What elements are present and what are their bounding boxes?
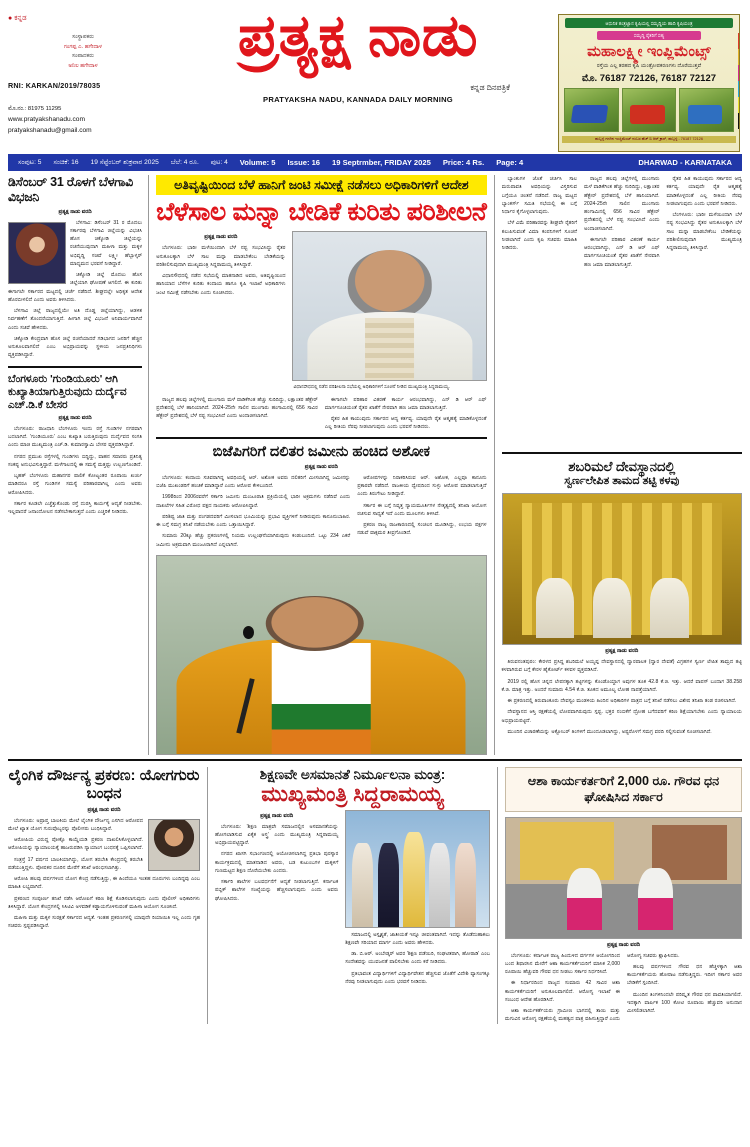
ad-product-rotavator-image — [622, 88, 677, 132]
article-bengaluru-potholes[interactable] — [8, 373, 142, 517]
asha-body — [505, 952, 742, 1024]
lead-para-5: ರೈತರ ಹಿತ ಕಾಯುವುದು ಸರ್ಕಾರದ ಆದ್ಯ ಕರ್ತವ್ಯ. ಯಾವುದೇ ರೈತ ಆತ್ಮಹತ್ಯೆ ಮಾಡಿಕೊಳ್ಳದಂತೆ ಎಲ್ಲ ರೀತಿಯ ನೆರವು ನೀಡಲಾಗುವುದು ಎಂದು ಭರವಸೆ ನೀಡಿದರು. — [324, 416, 487, 431]
contact-email[interactable]: pratyakshanadu@gmail.com — [8, 127, 92, 135]
potholes-para-4: ಸರ್ಕಾರ ಕೂಡಲೇ ಎಚ್ಚೆತ್ತುಕೊಂಡು ರಸ್ತೆ ದುರಸ್ತಿ ಕಾರ್ಯಕ್ಕೆ ಆದ್ಯತೆ ನೀಡಬೇಕು. ಇಲ್ಲವಾದರೆ ಜನಾಂದೋಲನ ನಡೆಸಬೇಕಾಗುತ್ತದೆ ಎಂದು ಎಚ್ಚರಿಕೆ ನೀಡಿದರು. — [8, 500, 143, 516]
belagavi-para-2: ಚಿಕ್ಕೋಡಿ ಜಿಲ್ಲೆ ಮೊದಲು ಹೊಸ ಜಿಲ್ಲೆಯಾಗಿ ಘೋಷಣೆ ಆಗಲಿದೆ. ಈ ಕುರಿತು ಈಗಾಗಲೇ ಸರ್ಕಾರದ ಮಟ್ಟದಲ್ಲಿ ಚರ್ಚೆ ನಡೆದಿದೆ. ಶೀಘ್ರದಲ್ಲೇ ಅಧಿಕೃತ ಆದೇಶ ಹೊರಬೀಳಲಿದೆ ಎಂದು ಅವರು ತಿಳಿಸಿದರು. — [8, 272, 143, 303]
masthead-advertisement[interactable] — [558, 14, 740, 152]
lead-para-4-cont: ಈಗಾಗಲೇ ಪರಿಹಾರ ವಿತರಣೆ ಕಾರ್ಯ ಆರಂಭವಾಗಿದ್ದು, ಎನ್ ಡಿ ಆರ್ ಎಫ್ ಮಾರ್ಗಸೂಚಿಯಂತೆ ರೈತರ ಖಾತೆಗೆ ನೇರವಾಗಿ ಹಣ ಜಮಾ ಮಾಡಲಾಗುತ್ತಿದೆ. — [584, 236, 660, 268]
ad-product-images — [559, 84, 739, 132]
datebar-pages: Page: 4 — [496, 158, 524, 167]
bottom-content-grid — [8, 767, 742, 1024]
datebar-kn-price: ಬೆಲೆ: 4 ರೂ. — [170, 158, 199, 166]
founder-label-2: ಸಂಪಾದಕರು — [72, 53, 94, 60]
education-text — [215, 810, 338, 990]
newspaper-logo: ಪ್ರತ್ಯಕ್ಷ ನಾಡು — [237, 3, 479, 68]
belagavi-byline: ಪ್ರತ್ಯಕ್ಷ ನಾಡು ವರದಿ — [58, 208, 92, 215]
bottom-left-column[interactable] — [8, 767, 208, 1024]
lead-para-3-cont: ರಾಜ್ಯದ ಹಲವು ಜಿಲ್ಲೆಗಳಲ್ಲಿ ಮುಂಗಾರು ಮಳೆ ವಾಡಿಕೆಗಿಂತ ಹೆಚ್ಚು ಸುರಿದಿದ್ದು, ಲಕ್ಷಾಂತರ ಹೆಕ್ಟೇರ್ ಪ್ರದೇಶದಲ್ಲಿ ಬೆಳೆ ಹಾನಿಯಾಗಿದೆ. 2024-25ನೇ ಸಾಲಿನ ಮುಂಗಾರು ಹಂಗಾಮಿನಲ್ಲಿ 656 ಸಾವಿರ ಹೆಕ್ಟೇರ್ ಪ್ರದೇಶದಲ್ಲಿ ಬೆಳೆ ನಷ್ಟ ಸಂಭವಿಸಿದೆ ಎಂದು ಅಂದಾಜಿಸಲಾಗಿದೆ. — [584, 176, 660, 232]
ashoka-headline: ಬಿಜೆಪಿಗರಿಗೆ ದಲಿತರ ಜಮೀನು ಹಂಚಿದ ಅಶೋಕ — [212, 443, 431, 460]
education-para-3: ಸರ್ಕಾರಿ ಶಾಲೆಗಳ ಬಲವರ್ಧನೆಗೆ ಆದ್ಯತೆ ನೀಡಲಾಗುತ್ತಿದೆ. ಕರ್ನಾಟಕ ಪಬ್ಲಿಕ್ ಶಾಲೆಗಳ ಸಂಖ್ಯೆಯನ್ನು ಹೆಚ್ಚಿಸಲಾಗುವುದು ಎಂದು ಅವರು ಘೋಷಿಸಿದರು. — [215, 879, 339, 902]
date-info-bar — [8, 154, 742, 171]
bottom-center-column[interactable] — [208, 767, 497, 1024]
bottom-section-divider — [8, 759, 742, 761]
ashoka-byline: ಪ್ರತ್ಯಕ್ಷ ನಾಡು ವರದಿ — [304, 463, 338, 470]
masthead-founders — [8, 33, 158, 71]
sabarimala-para-1: ತಿರುವನಂತಪುರಂ: ಕೇರಳದ ಪ್ರಸಿದ್ಧ ಶಬರಿಮಲೆ ಅಯ್ಯಪ್ಪ ದೇವಸ್ಥಾನದಲ್ಲಿ ದ್ವಾರಪಾಲಕ (ದ್ವಾರ ದೇವತೆ) ವಿಗ್ರಹಗಳ ಸ್ವರ್ಣ ಲೇಪಿತ ತಾಮ್ರದ ತಟ್ಟಿ ಕಳವಾಗಿರುವ ಬಗ್ಗೆ ಕೇರಳ ಹೈಕೋರ್ಟ್ ಕಳವಳ ವ್ಯಕ್ತಪಡಿಸಿದೆ. — [501, 659, 742, 674]
ad-product-plough-image — [564, 88, 619, 132]
founder-name-1: ಗಂಗಪ್ಪ ಎ. ಹಗೇದಾಳ — [63, 43, 103, 50]
contact-phone: ಮೊ.ನಂ.: 81975 11295 — [8, 105, 62, 112]
article-ashoka-land[interactable] — [156, 444, 486, 755]
lead-para-3: ರಾಜ್ಯದ ಹಲವು ಜಿಲ್ಲೆಗಳಲ್ಲಿ ಮುಂಗಾರು ಮಳೆ ವಾಡಿಕೆಗಿಂತ ಹೆಚ್ಚು ಸುರಿದಿದ್ದು, ಲಕ್ಷಾಂತರ ಹೆಕ್ಟೇರ್ ಪ್ರದೇಶದಲ್ಲಿ ಬೆಳೆ ಹಾನಿಯಾಗಿದೆ. 2024-25ನೇ ಸಾಲಿನ ಮುಂಗಾರು ಹಂಗಾಮಿನಲ್ಲಿ 656 ಸಾವಿರ ಹೆಕ್ಟೇರ್ ಪ್ರದೇಶದಲ್ಲಿ ಬೆಳೆ ನಷ್ಟ ಸಂಭವಿಸಿದೆ ಎಂದು ಅಂದಾಜಿಸಲಾಗಿದೆ. — [156, 396, 318, 420]
main-content-grid — [8, 175, 742, 755]
yoga-guru-photo — [148, 819, 200, 871]
datebar-kn-volume: ಸಂಪುಟ: 5 — [18, 158, 42, 166]
datebar-place: DHARWAD - KARNATAKA — [638, 158, 732, 167]
sabarimala-para-4: ದೇವಸ್ಥಾನದ ಆಸ್ತಿ ರಕ್ಷಣೆಯಲ್ಲಿ ಲೋಪವಾಗಿರುವುದು ಸ್ಪಷ್ಟ. ಭಕ್ತರ ನಂಬಿಕೆಗೆ ದ್ರೋಹ ಬಗೆದವರಿಗೆ ಕಠಿಣ ಶಿಕ್ಷೆಯಾಗಬೇಕು ಎಂದು ನ್ಯಾಯಾಲಯ ಅಭಿಪ್ರಾಯಪಟ್ಟಿದೆ. — [501, 709, 742, 724]
founder-name-2: ಅನಿಲ ಹಗೇದಾಳ — [68, 62, 98, 69]
datebar-volume: Volume: 5 — [239, 158, 276, 167]
article-sabarimala[interactable] — [502, 459, 742, 736]
ashoka-text — [156, 474, 350, 552]
left-column-divider — [8, 366, 142, 368]
ashoka-para-6: ಸರ್ಕಾರ ಈ ಬಗ್ಗೆ ನಿವೃತ್ತ ನ್ಯಾಯಮೂರ್ತಿಗಳ ನೇತೃತ್ವದಲ್ಲಿ ತನಿಖಾ ಆಯೋಗ ರಚಿಸುವ ಸಾಧ್ಯತೆ ಇದೆ ಎಂದು ಮೂಲಗಳು ತಿಳಿಸಿವೆ. — [357, 502, 487, 517]
right-column — [494, 175, 742, 755]
ashoka-side-text — [357, 474, 486, 552]
lead-para-4: ಈಗಾಗಲೇ ಪರಿಹಾರ ವಿತರಣೆ ಕಾರ್ಯ ಆರಂಭವಾಗಿದ್ದು, ಎನ್ ಡಿ ಆರ್ ಎಫ್ ಮಾರ್ಗಸೂಚಿಯಂತೆ ರೈತರ ಖಾತೆಗೆ ನೇರವಾಗಿ ಹಣ ಜಮಾ ಮಾಡಲಾಗುತ್ತಿದೆ. — [324, 396, 487, 411]
asha-headline: ಆಶಾ ಕಾರ್ಯಕರ್ತರಿಗೆ 2,000 ರೂ. ಗೌರವ ಧನ ಘೋಷಿಸಿದ ಸರ್ಕಾರ — [527, 773, 720, 805]
ashoka-block — [156, 474, 486, 552]
ashoka-para-3: ಪರಿಶಿಷ್ಟ ಜಾತಿ ಮತ್ತು ಪಂಗಡದವರಿಗೆ ಮೀಸಲಾದ ಭೂಮಿಯನ್ನು ಪ್ರಭಾವಿ ವ್ಯಕ್ತಿಗಳಿಗೆ ನೀಡಿರುವುದು ಕಾನೂನುಬಾಹಿರ. ಈ ಬಗ್ಗೆ ಸಮಗ್ರ ತನಿಖೆ ನಡೆಯಬೇಕು ಎಂದು ಒತ್ತಾಯಿಸಿದ್ದಾರೆ. — [156, 513, 351, 529]
ad-line-2: ಸಮೃದ್ಧಿ ರೈತರಿಗೆ ಸಹ್ಯ — [597, 31, 701, 40]
belagavi-para-1: ಬೆಳಗಾವಿ: ಡಿಸೆಂಬರ್ 31 ರ ಮೊದಲು ಸರ್ಕಾರವು ಬೆಳಗಾವಿ ಜಿಲ್ಲೆಯನ್ನು ವಿಭಜಿಸಿ ಹೊಸ ಚಿಕ್ಕೋಡಿ ಜಿಲ್ಲೆಯನ್ನು ರಚನೆಯುವುದಾಗಿ ಮಹಿಳಾ ಮತ್ತು ಮಕ್ಕಳ ಅಭಿವೃದ್ಧಿ ಸಚಿವೆ ಲಕ್ಷ್ಮೀ ಹೆಬ್ಬಾಳ್ಕರ್ ಮಾಧ್ಯಮದ ಭರವಸೆ ನೀಡಿದ್ದಾರೆ. — [70, 219, 143, 267]
potholes-body — [8, 425, 142, 517]
belagavi-para-3: ಬೆಳಗಾವಿ ಜಿಲ್ಲೆ ರಾಜ್ಯದಲ್ಲಿಯೇ ಅತಿ ದೊಡ್ಡ ಜಿಲ್ಲೆಯಾಗಿದ್ದು, ಆಡಳಿತ ನಿರ್ವಹಣೆಗೆ ತೊಂದರೆಯಾಗುತ್ತಿದೆ. ಹೀಗಾಗಿ ಜಿಲ್ಲೆ ವಿಭಜನೆ ಅನಿವಾರ್ಯವಾಗಿದೆ ಎಂದು ಸಚಿವೆ ಹೇಳಿದರು. — [8, 308, 143, 331]
ashoka-para-4: ಸುಮಾರು 20ಕ್ಕೂ ಹೆಚ್ಚು ಪ್ರಕರಣಗಳಲ್ಲಿ ನಿಯಮ ಉಲ್ಲಂಘನೆಯಾಗಿರುವುದು ಕಂಡುಬಂದಿದೆ. ಒಟ್ಟು 234 ಎಕರೆ ಜಮೀನು ಅಕ್ರಮವಾಗಿ ಮಂಜೂರಾಗಿದೆ ಎನ್ನಲಾಗಿದೆ. — [156, 533, 351, 548]
yoga-guru-headline: ಲೈಂಗಿಕ ದೌರ್ಜನ್ಯ ಪ್ರಕರಣ: ಯೋಗಗುರು ಬಂಧನ — [8, 766, 200, 803]
lead-para-7: ಬೆಳೆ ವಿಮೆ ಪರಿಹಾರವನ್ನು ಶೀಘ್ರವೇ ರೈತರಿಗೆ ತಲುಪಿಸುವಂತೆ ವಿಮಾ ಕಂಪನಿಗಳಿಗೆ ಸೂಚನೆ ನೀಡಲಾಗಿದೆ ಎಂದು ಕೃಷಿ ಸಚಿವರು ಮಾಹಿತಿ ನೀಡಿದರು. — [501, 220, 578, 251]
asha-headline-box — [505, 767, 742, 812]
asha-workers-photo — [505, 817, 742, 939]
contact-website[interactable]: www.pratyakshanadu.com — [8, 115, 85, 123]
masthead-bullet: ● ಕನ್ನಡ — [8, 15, 27, 22]
article-belagavi[interactable] — [8, 175, 142, 360]
yoga-guru-para-5: ಪ್ರಕರಣದ ಸಂಪೂರ್ಣ ತನಿಖೆ ನಡೆಸಿ ಆರೋಪಿಗೆ ಕಠಿಣ ಶಿಕ್ಷೆ ಕೊಡಿಸಲಾಗುವುದು ಎಂದು ಪೊಲೀಸ್ ಅಧಿಕಾರಿಗಳು ತಿಳಿಸಿದ್ದಾರೆ. ಯೋಗ ಕೇಂದ್ರಗಳಲ್ಲಿ ಸಿಸಿಟಿವಿ ಅಳವಡಿಕೆ ಕಡ್ಡಾಯಗೊಳಿಸುವಂತೆ ಮಹಿಳಾ ಆಯೋಗ ಸೂಚಿಸಿದೆ. — [8, 895, 200, 910]
yoga-guru-byline: ಪ್ರತ್ಯಕ್ಷ ನಾಡು ವರದಿ — [87, 806, 121, 813]
lead-cm-photo — [292, 231, 486, 381]
color-registration-strip — [738, 33, 740, 129]
left-column — [8, 175, 149, 755]
ad-footer-address: ಹುಬ್ಬಳ್ಳಿ ಗದಗಿನ ಇಂಪ್ಲಿಮೆಂಟ್ ನಂಬರ ಹೆಚ್ ಬಿ ಆರ್ ಕ್ರಾಸ್, ಹುಬ್ಬಳ್ಳಿ - 76187 72126 — [562, 136, 736, 143]
ashoka-body-2 — [357, 474, 486, 538]
datebar-kn-issue: ಸಂಚಿಕೆ: 16 — [53, 158, 79, 166]
ad-product-trailer-image — [679, 88, 734, 132]
sabarimala-temple-photo — [502, 493, 742, 645]
yoga-guru-para-6: ಮಹಿಳಾ ಮತ್ತು ಮಕ್ಕಳ ಸುರಕ್ಷತೆ ಸರ್ಕಾರದ ಆದ್ಯತೆ. ಇಂತಹ ಪ್ರಕರಣಗಳಲ್ಲಿ ಯಾವುದೇ ರಿಯಾಯಿತಿ ಇಲ್ಲ ಎಂದು ಗೃಹ ಸಚಿವರು ಸ್ಪಷ್ಟಪಡಿಸಿದ್ದಾರೆ. — [8, 915, 200, 930]
masthead-bullet-label: ಕನ್ನಡ — [14, 15, 27, 22]
sabarimala-body — [502, 658, 742, 736]
education-body-right — [345, 931, 490, 987]
asha-para-2: ಈ ನಿರ್ಧಾರದಿಂದ ರಾಜ್ಯದ ಸುಮಾರು 42 ಸಾವಿರ ಆಶಾ ಕಾರ್ಯಕರ್ತೆಯರಿಗೆ ಅನುಕೂಲವಾಗಲಿದೆ. ಆರೋಗ್ಯ ಇಲಾಖೆ ಈ ಸಂಬಂಧ ಆದೇಶ ಹೊರಡಿಸಿದೆ. — [505, 980, 620, 1003]
ashoka-para-1: ಬೆಂಗಳೂರು: ಕಂದಾಯ ಸಚಿವರಾಗಿದ್ದ ಅವಧಿಯಲ್ಲಿ ಆರ್. ಅಶೋಕ ಅವರು ದಲಿತರಿಗೆ ಮೀಸಲಾಗಿದ್ದ ಜಮೀನನ್ನು ಬಿಜೆಪಿ ಮುಖಂಡರಿಗೆ ಹಂಚಿಕೆ ಮಾಡಿದ್ದಾರೆ ಎಂದು ಆರೋಪ ಕೇಳಿಬಂದಿದೆ. — [156, 474, 351, 490]
datebar-issue: Issue: 16 — [287, 158, 321, 167]
asha-para-4: ಹಲವು ವರ್ಷಗಳಿಂದ ಗೌರವ ಧನ ಹೆಚ್ಚಳಕ್ಕಾಗಿ ಆಶಾ ಕಾರ್ಯಕರ್ತೆಯರು ಹೋರಾಟ ನಡೆಸುತ್ತಿದ್ದರು. ಇದೀಗ ಸರ್ಕಾರ ಅವರ ಬೇಡಿಕೆಗೆ ಸ್ಪಂದಿಸಿದೆ. — [627, 963, 742, 987]
lead-photo-wrap — [292, 231, 486, 392]
sabarimala-para-3: ಈ ಪ್ರಕರಣದಲ್ಲಿ ತಿರುವಾಂಕೂರು ದೇವಸ್ವಂ ಮಂಡಳಿಯ ಹಿಂದಿನ ಅಧಿಕಾರಿಗಳ ಪಾತ್ರದ ಬಗ್ಗೆ ತನಿಖೆ ನಡೆಸಲು ವಿಶೇಷ ತನಿಖಾ ತಂಡ ರಚಿಸಲಾಗಿದೆ. — [507, 698, 737, 704]
potholes-para-1: ಬೆಂಗಳೂರು: ರಾಜಧಾನಿ ಬೆಂಗಳೂರು ಇಂದು ರಸ್ತೆ ಗುಂಡಿಗಳ ನಗರವಾಗಿ ಬದಲಾಗಿದೆ. 'ಗುಂಡಿಯೂರು' ಎಂಬ ಕುಖ್ಯಾತಿ ಬರುತ್ತಿರುವುದು ದುರ್ದೈವದ ಸಂಗತಿ ಎಂದು ಮಾಜಿ ಮುಖ್ಯಮಂತ್ರಿ ಎಚ್.ಡಿ. ಕುಮಾರಸ್ವಾಮಿ ಬೇಸರ ವ್ಯಕ್ತಪಡಿಸಿದ್ದಾರೆ. — [8, 425, 143, 449]
masthead-contact — [8, 104, 158, 137]
lead-continuation — [502, 175, 742, 447]
belagavi-para-4: ಚಿಕ್ಕೋಡಿ ಕೇಂದ್ರವಾಗಿ ಹೊಸ ಜಿಲ್ಲೆ ರಚನೆಯಾದರೆ ಗಡಿಭಾಗದ ಜನರಿಗೆ ಹೆಚ್ಚಿನ ಅನುಕೂಲವಾಗಲಿದೆ ಎಂಬ ಅಭಿಪ್ರಾಯವನ್ನು ಸ್ಥಳೀಯ ಜನಪ್ರತಿನಿಧಿಗಳು ವ್ಯಕ್ತಪಡಿಸಿದ್ದಾರೆ. — [8, 335, 143, 359]
datebar-kn-page: ಪುಟ: 4 — [210, 158, 228, 166]
ad-phone: ಮೊ. 76187 72126, 76187 72127 — [581, 72, 717, 84]
masthead — [8, 0, 742, 150]
education-para-1: ಬೆಂಗಳೂರು: 'ಶಿಕ್ಷಣ ಮಾತ್ರವೇ ಸಮಾಜದಲ್ಲಿನ ಅಸಮಾನತೆಯನ್ನು ಹೋಗಲಾಡಿಸುವ ಏಕೈಕ ಅಸ್ತ್ರ' ಎಂದು ಮುಖ್ಯಮಂತ್ರಿ ಸಿದ್ದರಾಮಯ್ಯ ಅಭಿಪ್ರಾಯಪಟ್ಟಿದ್ದಾರೆ. — [215, 823, 339, 847]
tagline-kannada: ಕನ್ನಡ ದಿನಪತ್ರಿಕೆ — [470, 82, 510, 92]
yoga-guru-para-4: ಆರೋಪಿ ಹಲವು ವರ್ಷಗಳಿಂದ ಯೋಗ ಕೇಂದ್ರ ನಡೆಸುತ್ತಿದ್ದು, ಈ ಹಿಂದೆಯೂ ಇಂತಹ ದೂರುಗಳು ಬಂದಿದ್ದವು ಎಂಬ ಮಾಹಿತಿ ಲಭ್ಯವಾಗಿದೆ. — [8, 876, 200, 891]
education-block — [215, 810, 490, 990]
center-column — [149, 175, 493, 755]
education-kicker: ಶಿಕ್ಷಣವೇ ಅಸಮಾನತೆ ನಿರ್ಮೂಲನಾ ಮಂತ್ರ: — [259, 766, 446, 782]
ashoka-speaker-photo — [156, 555, 486, 755]
ad-title: ಮಹಾಲಕ್ಷ್ಮೀ ಇಂಪ್ಲಿಮೆಂಟ್ಸ್ — [587, 43, 711, 60]
center-column-divider — [156, 437, 486, 439]
ad-line-1: ಆಧುನಿಕ ತಂತ್ರಜ್ಞಾನ ಕೃಷಿಯಲ್ಲಿ ಸಮೃದ್ಧಿಯ ಹಾದಿ ಕೃಷಿಯಂತ್ರ — [565, 18, 733, 28]
lead-byline: ಪ್ರತ್ಯಕ್ಷ ನಾಡು ವರದಿ — [204, 234, 238, 241]
education-para-6: ಪ್ರತಿಭಾವಂತ ವಿದ್ಯಾರ್ಥಿಗಳಿಗೆ ವಿದ್ಯಾರ್ಥಿವೇತನ ಹೆಚ್ಚಿಸುವ ಜೊತೆಗೆ ವಿದೇಶಿ ವ್ಯಾಸಂಗಕ್ಕೂ ನೆರವು ನೀಡಲಾಗುವುದು ಎಂದು ಭರವಸೆ ನೀಡಿದರು. — [345, 970, 490, 985]
datebar-kn-date: 19 ಸೆಪ್ಟೆಂಬರ್ ಶುಕ್ರವಾರ 2025 — [90, 158, 159, 166]
lead-kicker: ಅತಿವೃಷ್ಟಿಯಿಂದ ಬೆಳೆ ಹಾನಿಗೆ ಜಂಟಿ ಸಮೀಕ್ಷೆ ನಡೆಸಲು ಅಧಿಕಾರಿಗಳಿಗೆ ಆದೇಶ — [156, 175, 486, 195]
bottom-right-column[interactable] — [497, 767, 742, 1024]
masthead-left-info — [8, 0, 158, 137]
masthead-center — [158, 0, 558, 104]
belagavi-minister-photo — [8, 222, 66, 284]
education-event-photo — [345, 810, 490, 928]
potholes-para-3: ಬೃಹತ್ ಬೆಂಗಳೂರು ಮಹಾನಗರ ಪಾಲಿಕೆ ಕೋಟ್ಯಂತರ ರೂಪಾಯಿ ಖರ್ಚು ಮಾಡಿದರೂ ರಸ್ತೆ ಗುಂಡಿಗಳ ಸಮಸ್ಯೆ ಪರಿಹಾರವಾಗಿಲ್ಲ ಎಂದು ಅವರು ಆರೋಪಿಸಿದರು. — [8, 473, 143, 496]
potholes-byline: ಪ್ರತ್ಯಕ್ಷ ನಾಡು ವರದಿ — [58, 414, 92, 421]
education-para-4: ಸಮಾಜದಲ್ಲಿ ಅಸ್ಪೃಶ್ಯತೆ, ಜಾತೀಯತೆ ಇನ್ನೂ ಜೀವಂತವಾಗಿದೆ. ಇದನ್ನು ತೊಡೆದುಹಾಕಲು ಶಿಕ್ಷಣವೇ ಸರಿಯಾದ ಮಾರ್ಗ ಎಂದು ಅವರು ಹೇಳಿದರು. — [345, 931, 490, 946]
education-para-5: ಡಾ. ಬಿ.ಆರ್. ಅಂಬೇಡ್ಕರ್ ಅವರ 'ಶಿಕ್ಷಣ ಪಡೆಯಿರಿ, ಸಂಘಟಿತರಾಗಿ, ಹೋರಾಡಿ' ಎಂಬ ಸಂದೇಶವನ್ನು ಯುವಜನತೆ ಪಾಲಿಸಬೇಕು ಎಂದು ಕರೆ ನೀಡಿದರು. — [345, 951, 490, 966]
lead-para-6: ಬ್ಯಾಂಕುಗಳ ಜೊತೆ ಚರ್ಚಿಸಿ ಸಾಲ ಮರುಪಾವತಿ ಅವಧಿಯನ್ನು ವಿಸ್ತರಿಸುವ ಬಗ್ಗೆಯೂ ಚಿಂತನೆ ನಡೆದಿದೆ. ರಾಜ್ಯ ಮಟ್ಟದ ಬ್ಯಾಂಕರ್ಸ್ ಸಮಿತಿ ಸಭೆಯಲ್ಲಿ ಈ ಬಗ್ಗೆ ನಿರ್ಧಾರ ಕೈಗೊಳ್ಳಲಾಗುವುದು. — [501, 176, 578, 215]
lead-text-left — [156, 231, 285, 392]
education-photo-wrap — [345, 810, 490, 990]
ashoka-body — [156, 474, 350, 549]
datebar-date: 19 Septrmber, FRIDAY 2025 — [332, 158, 431, 167]
belagavi-headline: ಡಿಸೆಂಬರ್ 31 ರೊಳಗೆ ಬೆಳಗಾವಿ ವಿಭಜನಿ — [8, 175, 133, 205]
education-para-2: ನಗರದ ಖಾಸಗಿ ಸಭಾಂಗಣದಲ್ಲಿ ಆಯೋಜಿಸಲಾಗಿದ್ದ ಪ್ರತಿಭಾ ಪುರಸ್ಕಾರ ಕಾರ್ಯಕ್ರಮದಲ್ಲಿ ಮಾತನಾಡಿದ ಅವರು, ಬಡ ಕುಟುಂಬಗಳ ಮಕ್ಕಳಿಗೆ ಗುಣಮಟ್ಟದ ಶಿಕ್ಷಣ ದೊರೆಯಬೇಕು ಎಂದರು. — [215, 851, 339, 874]
datebar-price: Price: 4 Rs. — [442, 158, 485, 167]
potholes-para-2: ನಗರದ ಪ್ರಮುಖ ರಸ್ತೆಗಳಲ್ಲಿ ಗುಂಡಿಗಳು ಬಿದ್ದಿದ್ದು, ವಾಹನ ಸವಾರರು ಪ್ರತಿನಿತ್ಯ ಸಂಕಷ್ಟ ಅನುಭವಿಸುತ್ತಿದ್ದಾರೆ. ಮಳೆಗಾಲದಲ್ಲಿ ಈ ಸಮಸ್ಯೆ ಮತ್ತಷ್ಟು ಉಲ್ಬಣಗೊಂಡಿದೆ. — [8, 453, 143, 468]
lead-article[interactable] — [156, 175, 486, 432]
belagavi-body — [8, 219, 142, 360]
lead-top-block — [156, 231, 486, 392]
asha-para-1: ಬೆಂಗಳೂರು: ಕರ್ನಾಟಕ ರಾಜ್ಯ ಹಿಂದುಳಿದ ವರ್ಗಗಳ ಆಯೋಗದಿಂದ ಬಂದ ಶಿಫಾರಸಿನ ಮೇರೆಗೆ ಆಶಾ ಕಾರ್ಯಕರ್ತೆಯರಿಗೆ ಮಾಸಿಕ 2,000 ರೂಪಾಯಿ ಹೆಚ್ಚುವರಿ ಗೌರವ ಧನ ನೀಡಲು ಸರ್ಕಾರ ನಿರ್ಧರಿಸಿದೆ. — [505, 952, 620, 976]
lead-headline: ಬೆಳೆಸಾಲ ಮನ್ನಾ ಬೇಡಿಕೆ ಕುರಿತು ಪರಿಶೀಲನೆ — [156, 198, 487, 227]
tagline-english: PRATYAKSHA NADU, KANNADA DAILY MORNING — [263, 94, 453, 104]
ashoka-para-5: ಆರೋಪಗಳನ್ನು ನಿರಾಕರಿಸಿರುವ ಆರ್. ಅಶೋಕ, ಎಲ್ಲವೂ ಕಾನೂನು ಪ್ರಕಾರವೇ ನಡೆದಿದೆ. ರಾಜಕೀಯ ದ್ವೇಷದಿಂದ ಸುಳ್ಳು ಆರೋಪ ಮಾಡಲಾಗುತ್ತಿದೆ ಎಂದು ತಿರುಗೇಟು ನೀಡಿದ್ದಾರೆ. — [357, 474, 487, 498]
asha-para-3: ಆಶಾ ಕಾರ್ಯಕರ್ತೆಯರು ಗ್ರಾಮೀಣ ಭಾಗದಲ್ಲಿ ತಾಯಿ ಮತ್ತು ಮಗುವಿನ ಆರೋಗ್ಯ ರಕ್ಷಣೆಯಲ್ಲಿ ಮಹತ್ವದ ಪಾತ್ರ ವಹಿಸುತ್ತಿದ್ದಾರೆ ಎಂದು ಆರೋಗ್ಯ ಸಚಿವರು ಶ್ಲಾಘಿಸಿದರು. — [505, 952, 680, 1023]
lead-para-5-cont: ರೈತರ ಹಿತ ಕಾಯುವುದು ಸರ್ಕಾರದ ಆದ್ಯ ಕರ್ತವ್ಯ. ಯಾವುದೇ ರೈತ ಆತ್ಮಹತ್ಯೆ ಮಾಡಿಕೊಳ್ಳದಂತೆ ಎಲ್ಲ ರೀತಿಯ ನೆರವು ನೀಡಲಾಗುವುದು ಎಂದು ಭರವಸೆ ನೀಡಿದರು. — [666, 176, 742, 207]
ad-description: ರಸ್ತೆಯ ಎಲ್ಲ ತರಹದ ಕೃಷಿ ಯಂತ್ರೋಪಕರಣಗಳು ದೊರೆಯುತ್ತವೆ — [596, 62, 702, 69]
yoga-guru-para-1: ಬೆಂಗಳೂರು: ಅಪ್ರಾಪ್ತ ಬಾಲಕಿಯ ಮೇಲೆ ಲೈಂಗಿಕ ದೌರ್ಜನ್ಯ ಎಸಗಿದ ಆರೋಪದ ಮೇಲೆ ಖ್ಯಾತ ಯೋಗ ಗುರುವೊಬ್ಬರನ್ನು ಪೊಲೀಸರು ಬಂಧಿಸಿದ್ದಾರೆ. — [8, 817, 143, 832]
lead-para-1: ಬೆಂಗಳೂರು: ಭಾರೀ ಮಳೆಯಿಂದಾಗಿ ಬೆಳೆ ನಷ್ಟ ಸಂಭವಿಸಿದ್ದು ರೈತರ ಅನುಕೂಲಕ್ಕಾಗಿ ಬೆಳೆ ಸಾಲ ಮನ್ನಾ ಮಾಡಬೇಕೆಂಬ ಬೇಡಿಕೆಯನ್ನು ಪರಿಶೀಲಿಸುವುದಾಗಿ ಮುಖ್ಯಮಂತ್ರಿ ಸಿದ್ದರಾಮಯ್ಯ ತಿಳಿಸಿದ್ದಾರೆ. — [156, 245, 286, 268]
sabarimala-para-5: ಮುಂದಿನ ವಿಚಾರಣೆಯನ್ನು ಅಕ್ಟೋಬರ್ ತಿಂಗಳಿಗೆ ಮುಂದೂಡಲಾಗಿದ್ದು, ಅಷ್ಟರೊಳಗೆ ಸಮಗ್ರ ವರದಿ ಸಲ್ಲಿಸುವಂತೆ ಸೂಚಿಸಲಾಗಿದೆ. — [507, 728, 712, 735]
rni-number: RNI: KARKAN/2019/78035 — [8, 81, 101, 91]
sabarimala-para-2: 2019 ರಲ್ಲಿ ಹೊಸ ಚಿನ್ನದ ಲೇಪನಕ್ಕಾಗಿ ತಟ್ಟಿಗಳನ್ನು ಕೊಂಡೊಯ್ದಾಗ ಅವುಗಳ ತೂಕ 42.8 ಕೆ.ಜಿ. ಇತ್ತು. ಆದರೆ ವಾಪಸ್ ಬಂದಾಗ 38.258 ಕೆ.ಜಿ. ಮಾತ್ರ ಇತ್ತು. ಅಂದರೆ ಸುಮಾರು 4.54 ಕೆ.ಜಿ. ತೂಕದ ಅಮೂಲ್ಯ ಲೋಹ ನಾಪತ್ತೆಯಾಗಿದೆ. — [501, 678, 742, 693]
ashoka-para-2: 1998ರಿಂದ 2006ರವರೆಗೆ ಸರ್ಕಾರಿ ಜಮೀನು ಮಂಜೂರಾತಿ ಪ್ರಕ್ರಿಯೆಯಲ್ಲಿ ಭಾರೀ ಅಕ್ರಮಗಳು ನಡೆದಿವೆ ಎಂದು ದಾಖಲೆಗಳ ಸಹಿತ ವಿರೋಧ ಪಕ್ಷದ ನಾಯಕರು ಆರೋಪಿಸಿದ್ದಾರೆ. — [156, 494, 351, 509]
lead-body-left — [156, 244, 285, 297]
asha-para-5: ಮುಂದಿನ ತಿಂಗಳಿನಿಂದಲೇ ಪರಿಷ್ಕೃತ ಗೌರವ ಧನ ಪಾವತಿಯಾಗಲಿದೆ. ಇದಕ್ಕಾಗಿ ವಾರ್ಷಿಕ 100 ಕೋಟಿ ರೂಪಾಯಿ ಹೆಚ್ಚುವರಿ ಅನುದಾನ ಮೀಸಲಿಡಲಾಗಿದೆ. — [627, 991, 742, 1015]
lead-photo-caption: ವಿಧಾನಸೌಧದಲ್ಲಿ ನಡೆದ ಪರಿಶೀಲನಾ ಸಭೆಯಲ್ಲಿ ಅಧಿಕಾರಿಗಳಿಗೆ ಸೂಚನೆ ನೀಡಿದ ಮುಖ್ಯಮಂತ್ರಿ ಸಿದ್ದರಾಮಯ್ಯ. — [293, 384, 451, 390]
sabarimala-headline-2: ಸ್ವರ್ಣಲೇಪಿತ ತಾಮದ ತಟ್ಟಿ ಕಳವು — [564, 475, 680, 488]
lead-body-columns — [156, 396, 486, 432]
education-headline: ಮುಖ್ಯಮಂತ್ರಿ ಸಿದ್ದರಾಮಯ್ಯ — [261, 783, 444, 807]
right-column-divider — [502, 452, 742, 454]
yoga-guru-para-3: ಸಂತ್ರಸ್ತೆ 17 ವರ್ಷದ ಬಾಲಕಿಯಾಗಿದ್ದು, ಯೋಗ ತರಬೇತಿ ಕೇಂದ್ರದಲ್ಲಿ ತರಬೇತಿ ಪಡೆಯುತ್ತಿದ್ದಳು. ಪೋಷಕರ ದೂರಿನ ಮೇರೆಗೆ ತನಿಖೆ ಆರಂಭಿಸಲಾಗಿತ್ತು. — [8, 856, 143, 871]
yoga-guru-para-2: ಆರೋಪಿಯ ವಿರುದ್ಧ ಪೋಕ್ಸೊ ಕಾಯ್ದೆಯಡಿ ಪ್ರಕರಣ ದಾಖಲಿಸಿಕೊಳ್ಳಲಾಗಿದೆ. ಆರೋಪಿಯನ್ನು ನ್ಯಾಯಾಲಯಕ್ಕೆ ಹಾಜರುಪಡಿಸಿ ನ್ಯಾಯಾಂಗ ಬಂಧನಕ್ಕೆ ಒಪ್ಪಿಸಲಾಗಿದೆ. — [8, 837, 143, 852]
education-byline: ಪ್ರತ್ಯಕ್ಷ ನಾಡು ವರದಿ — [260, 812, 294, 819]
asha-byline: ಪ್ರತ್ಯಕ್ಷ ನಾಡು ವರದಿ — [606, 941, 641, 948]
sabarimala-byline: ಪ್ರತ್ಯಕ್ಷ ನಾಡು ವರದಿ — [605, 648, 639, 654]
education-body-left — [215, 823, 338, 903]
ashoka-para-7: ಪ್ರಕರಣ ರಾಜ್ಯ ರಾಜಕಾರಣದಲ್ಲಿ ಸಂಚಲನ ಮೂಡಿಸಿದ್ದು, ಉಭಯ ಪಕ್ಷಗಳ ನಡುವೆ ವಾಕ್ಸಮರ ತೀವ್ರಗೊಂಡಿದೆ. — [357, 522, 487, 537]
lead-para-1-cont: ಬೆಂಗಳೂರು: ಭಾರೀ ಮಳೆಯಿಂದಾಗಿ ಬೆಳೆ ನಷ್ಟ ಸಂಭವಿಸಿದ್ದು ರೈತರ ಅನುಕೂಲಕ್ಕಾಗಿ ಬೆಳೆ ಸಾಲ ಮನ್ನಾ ಮಾಡಬೇಕೆಂಬ ಬೇಡಿಕೆಯನ್ನು ಪರಿಶೀಲಿಸುವುದಾಗಿ ಮುಖ್ಯಮಂತ್ರಿ ಸಿದ್ದರಾಮಯ್ಯ ತಿಳಿಸಿದ್ದಾರೆ. — [666, 212, 742, 251]
founder-label-1: ಸಂಸ್ಥಾಪಕರು — [72, 34, 94, 41]
yoga-guru-body — [8, 817, 200, 931]
potholes-headline: ಬೆಂಗಳೂರು 'ಗುಂಡಿಯೂರು' ಆಗಿ ಕುಖ್ಯಾತಿಯಾಗುತ್ತಿರುವುದು ದುರ್ದೈವ ಎಚ್.ಡಿ.ಕೆ ಬೇಸರ — [8, 372, 127, 411]
lead-para-2: ವಿಧಾನಸೌಧದಲ್ಲಿ ನಡೆದ ಸಭೆಯಲ್ಲಿ ಮಾತನಾಡಿದ ಅವರು, ಅತಿವೃಷ್ಟಿಯಿಂದ ಹಾನಿಯಾದ ಬೆಳೆಗಳ ಕುರಿತು ಕಂದಾಯ ಹಾಗೂ ಕೃಷಿ ಇಲಾಖೆ ಅಧಿಕಾರಿಗಳು ಜಂಟಿ ಸಮೀಕ್ಷೆ ನಡೆಸಬೇಕು ಎಂದು ಸೂಚಿಸಿದರು. — [156, 273, 286, 296]
sabarimala-headline-1: ಶಬರಿಮಲೆ ದೇವಸ್ಥಾನದಲ್ಲಿ — [568, 459, 676, 474]
